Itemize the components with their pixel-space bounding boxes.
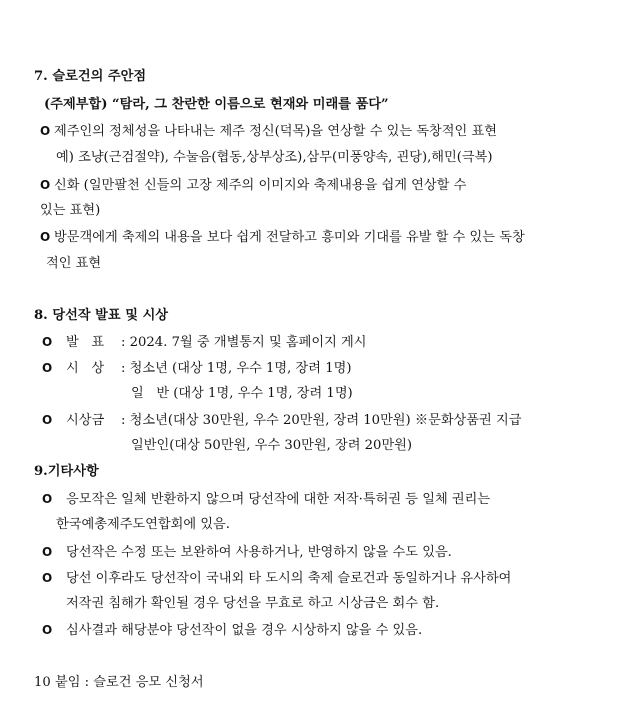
sec7-point-1-text: 제주인의 정체성을 나타내는 제주 정신(덕목)을 연상할 수 있는 독창적인 표현 <box>54 124 497 139</box>
sec7-point-3 <box>40 228 525 247</box>
theme-slogan: (주제부합) “탐라, 그 찬란한 이름으로 현재와 미래를 품다” <box>44 97 389 112</box>
award-text-general: 일 반 (대상 1명, 우수 1명, 장려 1명) <box>131 386 353 401</box>
award-text-youth: : 청소년 (대상 1명, 우수 1명, 장려 1명) <box>121 361 352 376</box>
sec7-point-2 <box>40 176 466 195</box>
note-2-text: 당선작은 수정 또는 보완하여 사용하거나, 반영하지 않을 수도 있음. <box>66 545 452 560</box>
prize-label: 시상금 <box>66 413 105 428</box>
prize-text-youth: : 청소년(대상 30만원, 우수 20만원, 장려 10만원) ※문화상품권 지급 <box>121 413 522 428</box>
sec7-point-1-example: 예) 조냥(근검절약), 수눌음(협동,상부상조),삼무(미풍양속, 괸당),해민(극복) <box>56 150 493 165</box>
circle-bullet-icon: O <box>42 413 53 427</box>
sec7-point-3-text: 방문객에게 축제의 내용을 보다 쉽게 전달하고 흥미와 기대를 유발 할 수 있는 독창 <box>54 230 525 245</box>
section-7-title: 7. 슬로건의 주안점 <box>34 69 147 84</box>
note-1 <box>42 490 490 509</box>
circle-bullet-icon: O <box>40 124 51 138</box>
sec7-point-3-cont: 적인 표현 <box>46 256 102 271</box>
note-1-text: 응모작은 일체 반환하지 않으며 당선작에 대한 저작·특허권 등 일체 권리는 <box>66 492 491 507</box>
circle-bullet-icon: O <box>42 492 53 506</box>
prize-row <box>42 411 521 430</box>
note-4-text: 심사결과 해당분야 당선작이 없을 경우 시상하지 않을 수 있음. <box>66 623 423 638</box>
note-2 <box>42 543 452 562</box>
circle-bullet-icon: O <box>42 361 53 375</box>
award-row <box>42 359 352 378</box>
circle-bullet-icon: O <box>42 335 53 349</box>
sec7-point-2-cont: 있는 표현) <box>40 203 101 218</box>
circle-bullet-icon: O <box>42 623 53 637</box>
circle-bullet-icon: O <box>40 178 51 192</box>
prize-text-general: 일반인(대상 50만원, 우수 30만원, 장려 20만원) <box>131 438 413 453</box>
note-3 <box>42 569 511 588</box>
announce-label: 발 표 <box>66 335 105 350</box>
announce-text: : 2024. 7월 중 개별통지 및 홈페이지 게시 <box>121 335 367 350</box>
note-1-cont: 한국예총제주도연합회에 있음. <box>56 517 230 532</box>
section-8-title: 8. 당선작 발표 및 시상 <box>34 308 169 323</box>
circle-bullet-icon: O <box>42 545 53 559</box>
sec7-point-2-text: 신화 (일만팔천 신들의 고장 제주의 이미지와 축제내용을 쉽게 연상할 수 <box>54 178 467 193</box>
circle-bullet-icon: O <box>42 571 53 585</box>
section-9-title: 9.기타사항 <box>34 464 99 479</box>
sec7-point-1 <box>40 122 497 141</box>
note-4 <box>42 621 422 640</box>
circle-bullet-icon: O <box>40 230 51 244</box>
note-3-text: 당선 이후라도 당선작이 국내외 타 도시의 축제 슬로건과 동일하거나 유사하여 <box>66 571 512 586</box>
award-label: 시 상 <box>66 361 105 376</box>
note-3-cont: 저작권 침해가 확인될 경우 당선을 무효로 하고 시상금은 회수 함. <box>66 596 440 611</box>
announce-row <box>42 333 367 352</box>
attachment-line: 10 붙임 : 슬로건 응모 신청서 <box>34 675 204 690</box>
